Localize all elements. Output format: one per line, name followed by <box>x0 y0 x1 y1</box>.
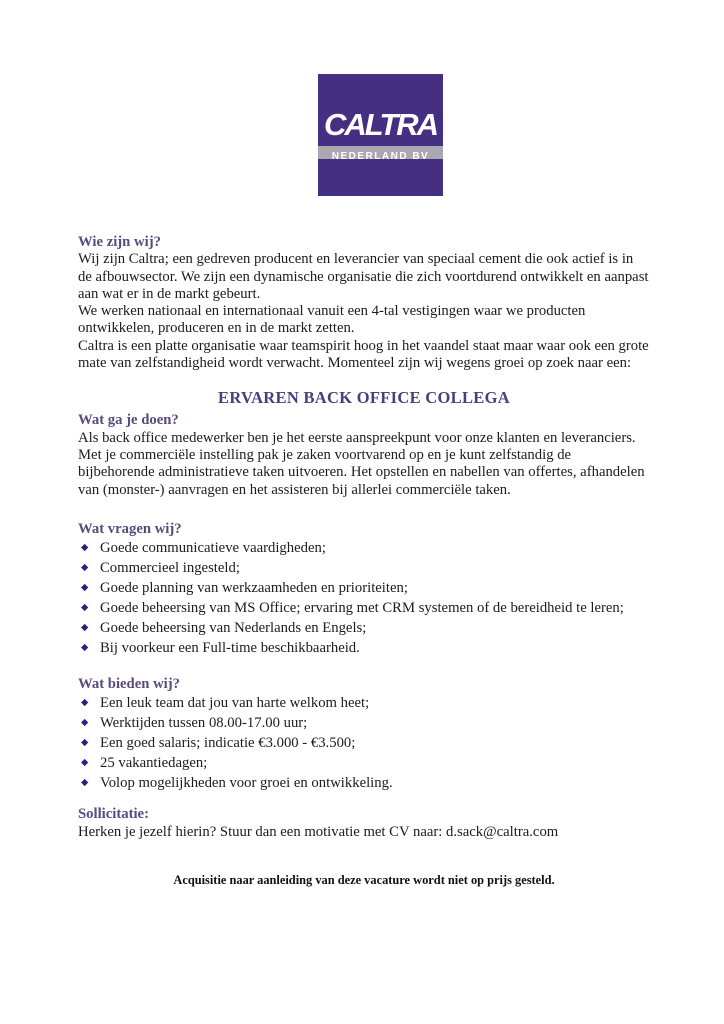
section-what-offer <box>78 676 650 793</box>
section-heading-what-offer: Wat bieden wij? <box>78 676 181 693</box>
list-item <box>78 753 650 773</box>
section-heading-apply: Sollicitatie: <box>78 806 149 823</box>
diamond-bullet-icon: ◆ <box>81 542 89 554</box>
logo-subtitle: NEDERLAND BV <box>331 151 430 162</box>
list-item <box>78 538 650 558</box>
logo-band <box>318 146 443 162</box>
list-item <box>78 693 650 713</box>
list-item <box>78 733 650 753</box>
list-item-text: Goede planning van werkzaamheden en prioriteiten; <box>100 580 408 597</box>
section-heading-what-do: Wat ga je doen? <box>78 412 179 429</box>
paragraph: Wij zijn Caltra; een gedreven producent en leverancier van speciaal cement die ook actief is in de afbouwsector. We zijn een dynamische organisatie die zich voortdurend ontwikkelt en aanpast aan wat er in de markt gebeurt. <box>78 251 649 302</box>
list-item-text: Goede beheersing van Nederlands en Engels; <box>100 620 367 637</box>
list-item <box>78 598 650 618</box>
list-item-text: 25 vakantiedagen; <box>100 755 208 772</box>
caltra-logo <box>318 74 443 196</box>
list-item-text: Bij voorkeur een Full-time beschikbaarheid. <box>100 640 360 657</box>
document-body <box>78 234 650 900</box>
list-item-text: Goede beheersing van MS Office; ervaring met CRM systemen of de bereidheid te leren; <box>100 600 624 617</box>
apply-text: Herken je jezelf hierin? Stuur dan een motivatie met CV naar: d.sack@caltra.com <box>78 823 559 840</box>
list-item <box>78 618 650 638</box>
logo-wordmark: CALTRA <box>323 107 438 142</box>
list-item <box>78 578 650 598</box>
diamond-bullet-icon: ◆ <box>81 777 89 789</box>
list-item-text: Volop mogelijkheden voor groei en ontwikkeling. <box>100 775 393 792</box>
section-what-do <box>78 412 650 498</box>
section-heading-who: Wie zijn wij? <box>78 234 161 250</box>
list-item-text: Een leuk team dat jou van harte welkom heet; <box>100 695 370 712</box>
diamond-bullet-icon: ◆ <box>81 602 89 614</box>
diamond-bullet-icon: ◆ <box>81 582 89 594</box>
diamond-bullet-icon: ◆ <box>81 697 89 709</box>
paragraph: Als back office medewerker ben je het eerste aanspreekpunt voor onze klanten en leveranciers. Met je commerciële instelling pak je zaken voortvarend op en je kunt zelfstandig de bijbehorende administratieve taken uitvoeren. Het opstellen en nabellen van offertes, afhandelen van (monster-) aanvragen en het assisteren bij allerlei commerciële taken. <box>78 429 645 498</box>
list-item <box>78 558 650 578</box>
diamond-bullet-icon: ◆ <box>81 717 89 729</box>
list-item <box>78 773 650 793</box>
diamond-bullet-icon: ◆ <box>81 642 89 654</box>
section-heading-what-ask: Wat vragen wij? <box>78 520 182 537</box>
diamond-bullet-icon: ◆ <box>81 757 89 769</box>
requirements-list <box>78 538 650 658</box>
vacancy-title: ERVAREN BACK OFFICE COLLEGA <box>218 388 510 408</box>
section-what-ask <box>78 521 650 658</box>
section-apply <box>78 806 650 841</box>
paragraph: Caltra is een platte organisatie waar teamspirit hoog in het vaandel staat maar waar ook een grote mate van zelfstandigheid wordt verwacht. Momenteel zijn wij wegens groei op zoek naar een: <box>78 337 649 372</box>
list-item-text: Werktijden tussen 08.00-17.00 uur; <box>100 715 308 732</box>
list-item <box>78 638 650 658</box>
list-item-text: Een goed salaris; indicatie €3.000 - €3.500; <box>100 735 356 752</box>
footer-disclaimer: Acquisitie naar aanleiding van deze vacature wordt niet op prijs gesteld. <box>173 873 555 888</box>
list-item-text: Goede communicatieve vaardigheden; <box>100 540 326 557</box>
diamond-bullet-icon: ◆ <box>81 562 89 574</box>
benefits-list <box>78 693 650 793</box>
diamond-bullet-icon: ◆ <box>81 622 89 634</box>
list-item <box>78 713 650 733</box>
section-who <box>78 234 650 372</box>
diamond-bullet-icon: ◆ <box>81 737 89 749</box>
paragraph: We werken nationaal en internationaal vanuit een 4-tal vestigingen waar we producten ontwikkelen, produceren en in de markt zetten. <box>78 303 586 337</box>
list-item-text: Commercieel ingesteld; <box>100 560 240 577</box>
